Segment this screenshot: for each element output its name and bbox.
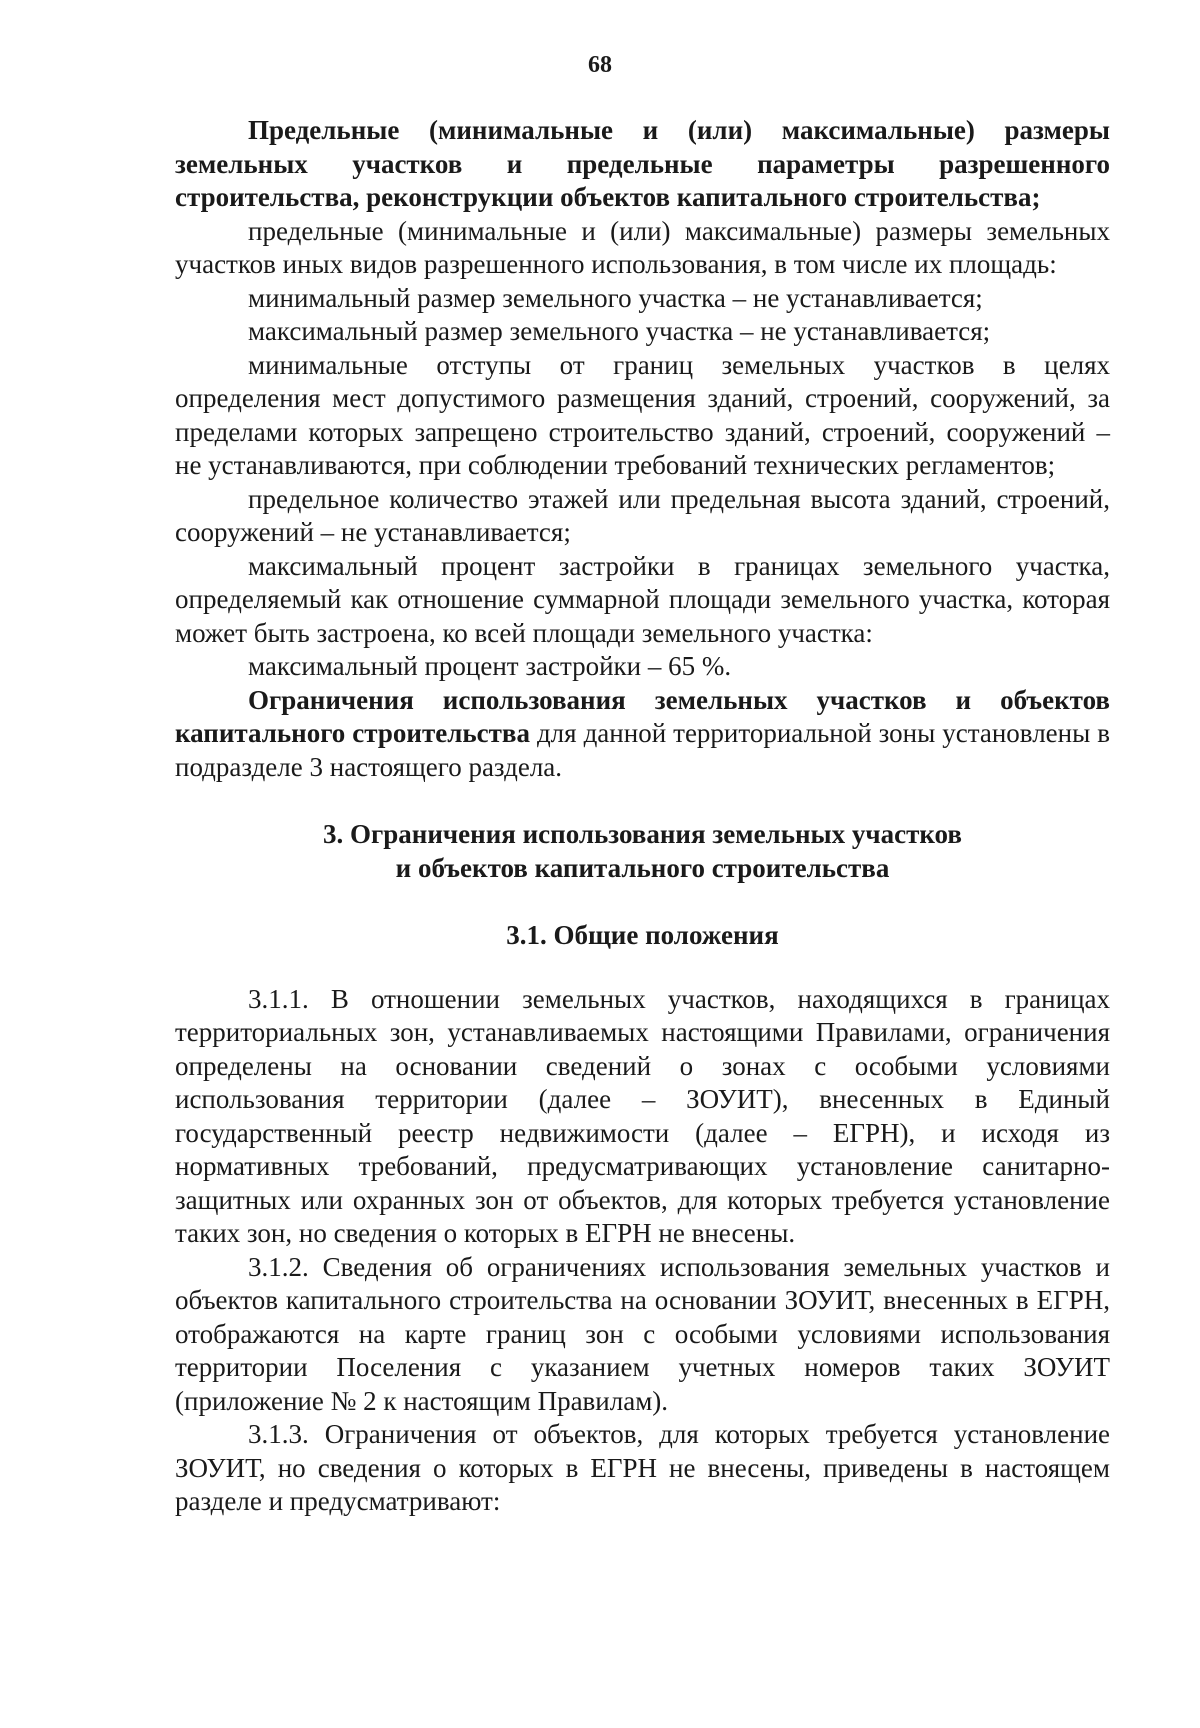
paragraph-max-size: максимальный размер земельного участка – не устанавливается; (248, 316, 991, 346)
section-heading-line1: 3. Ограничения использования земельных участков (323, 819, 962, 849)
paragraph-coverage-value: максимальный процент застройки – 65 %. (248, 651, 732, 681)
paragraph-limits-heading: Предельные (минимальные и (или) максимальные) размеры земельных участков и предельные параметры разрешенного строительства, реконструкции объектов капитального строительства; (175, 115, 1110, 212)
document-body (175, 114, 1110, 1519)
paragraph-restrictions (175, 684, 1110, 785)
paragraph-3-1-2: 3.1.2. Сведения об ограничениях использования земельных участков и объектов капитального строительства на основании ЗОУИТ, внесенных в ЕГРН, отображаются на карте границ зон с особыми условиями использования территории Поселения с указанием учетных номеров таких ЗОУИТ (приложение № 2 к настоящим Правилам). (175, 1251, 1110, 1416)
subsection-heading: 3.1. Общие положения (506, 920, 779, 950)
restrictions-bold-text: Ограничения использования земельных участков и объектов капитального строительства (175, 684, 1110, 748)
page-number: 68 (588, 52, 612, 78)
paragraph-min-size: минимальный размер земельного участка – не устанавливается; (248, 282, 983, 313)
paragraph-limits-intro: предельные (минимальные и (или) максимальные) размеры земельных участков иных видов разрешенного использования, в том числе их площадь: (175, 215, 1110, 279)
paragraph-3-1-3: 3.1.3. Ограничения от объектов, для которых требуется установление ЗОУИТ, но сведения о которых в ЕГРН не внесены, приведены в настоящем разделе и предусматривают: (175, 1419, 1110, 1516)
paragraph-setbacks: минимальные отступы от границ земельных участков в целях определения мест допустимого размещения зданий, строений, сооружений, за пределами которых запрещено строительство зданий, строений, сооружений – не устанавливаются, при соблюдении требований технических регламентов; (175, 349, 1110, 480)
paragraph-floors: предельное количество этажей или предельная высота зданий, строений, сооружений – не устанавливается; (175, 483, 1110, 547)
paragraph-coverage-def: максимальный процент застройки в границах земельного участка, определяемый как отношение суммарной площади земельного участка, которая может быть застроена, ко всей площади земельного участка: (175, 550, 1110, 648)
section-heading-line2: и объектов капитального строительства (395, 852, 890, 883)
paragraph-3-1-1: 3.1.1. В отношении земельных участков, находящихся в границах территориальных зон, устанавливаемых настоящими Правилами, ограничения определены на основании сведений о зонах с особыми условиями использования территории (далее – ЗОУИТ), внесенных в Единый государственный реестр недвижимости (далее – ЕГРН), и исходя из нормативных требований, предусматривающих установление санитарно-защитных или охранных зон от объектов, для которых требуется установление таких зон, но сведения о которых в ЕГРН не внесены. (175, 983, 1110, 1248)
restrictions-rest-text: для данной территориальной зоны установлены в подразделе 3 настоящего раздела. (175, 718, 1110, 782)
